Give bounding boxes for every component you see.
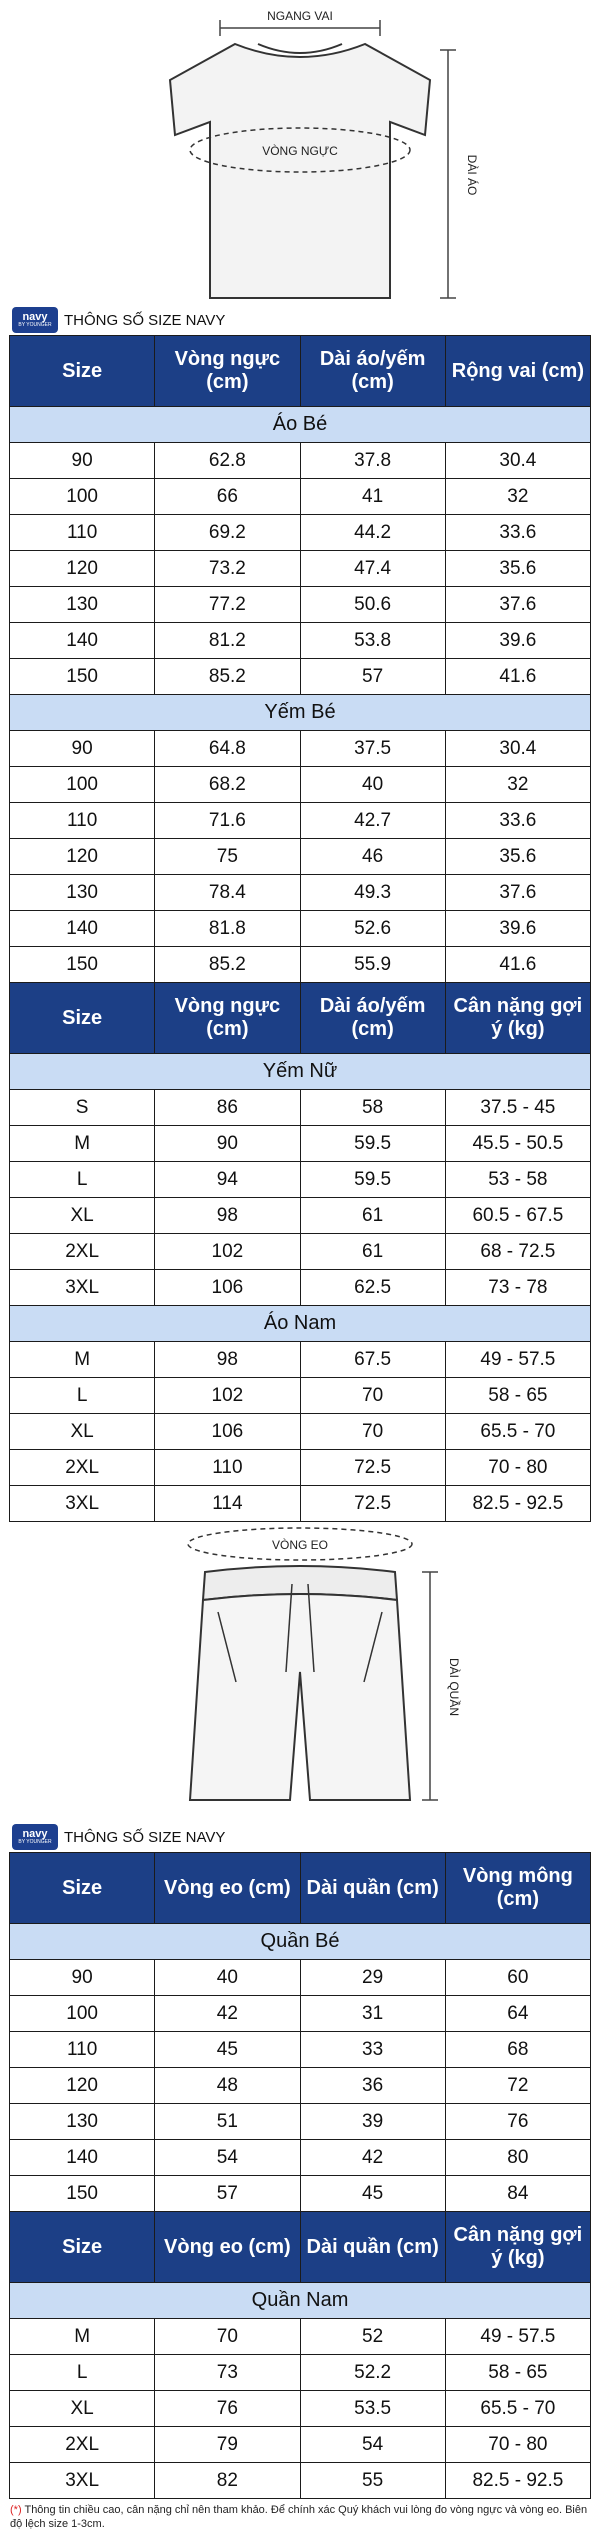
shoulder-label: NGANG VAI [267, 9, 333, 23]
table-cell: 55.9 [300, 947, 445, 983]
table-cell: 70 [300, 1414, 445, 1450]
table-cell: 33.6 [445, 515, 590, 551]
section-title: Quần Bé [10, 1924, 591, 1960]
table-header-row [10, 983, 591, 1054]
table-cell: 84 [445, 2176, 590, 2212]
table-cell: 70 - 80 [445, 2427, 590, 2463]
table-cell: 90 [155, 1126, 300, 1162]
table-cell: 85.2 [155, 947, 300, 983]
table-cell: 30.4 [445, 443, 590, 479]
table-row [10, 1198, 591, 1234]
table-row [10, 875, 591, 911]
table-cell: 33.6 [445, 803, 590, 839]
table-cell: XL [10, 1414, 155, 1450]
table-cell: 72 [445, 2068, 590, 2104]
table-cell: 35.6 [445, 551, 590, 587]
table-cell: 110 [10, 515, 155, 551]
table-cell: 102 [155, 1234, 300, 1270]
table-cell: 80 [445, 2140, 590, 2176]
table-cell: 130 [10, 875, 155, 911]
column-header: Vòng eo (cm) [155, 1853, 300, 1924]
table-row [10, 1270, 591, 1306]
table-cell: 98 [155, 1342, 300, 1378]
table-cell: 82.5 - 92.5 [445, 1486, 590, 1522]
table-cell: 100 [10, 479, 155, 515]
table-cell: 45 [300, 2176, 445, 2212]
column-header: Cân nặng gợi ý (kg) [445, 983, 590, 1054]
table-row [10, 623, 591, 659]
table-cell: 65.5 - 70 [445, 1414, 590, 1450]
size-chart-title: THÔNG SỐ SIZE NAVY [64, 311, 226, 329]
table-cell: 62.8 [155, 443, 300, 479]
table-row [10, 515, 591, 551]
table-cell: 68.2 [155, 767, 300, 803]
table-cell: 68 - 72.5 [445, 1234, 590, 1270]
table-cell: 69.2 [155, 515, 300, 551]
table-row [10, 1486, 591, 1522]
table-row [10, 1162, 591, 1198]
table-cell: S [10, 1090, 155, 1126]
table-row [10, 1234, 591, 1270]
table-cell: 76 [445, 2104, 590, 2140]
column-header: Vòng eo (cm) [155, 2212, 300, 2283]
table-cell: 52.6 [300, 911, 445, 947]
table-row [10, 911, 591, 947]
table-cell: 70 [155, 2319, 300, 2355]
table-cell: 54 [155, 2140, 300, 2176]
table-cell: 39 [300, 2104, 445, 2140]
table-cell: 73 [155, 2355, 300, 2391]
table-cell: 82.5 - 92.5 [445, 2463, 590, 2499]
table-cell: 120 [10, 2068, 155, 2104]
table-cell: 64 [445, 1996, 590, 2032]
table-cell: 30.4 [445, 731, 590, 767]
table-cell: 41 [300, 479, 445, 515]
table-cell: M [10, 2319, 155, 2355]
table-cell: 32 [445, 767, 590, 803]
section-title: Yếm Nữ [10, 1054, 591, 1090]
table-cell: 2XL [10, 1234, 155, 1270]
brand-header-tops [0, 305, 600, 335]
table-row [10, 731, 591, 767]
column-header: Vòng mông (cm) [445, 1853, 590, 1924]
table-row [10, 2140, 591, 2176]
table-cell: 57 [155, 2176, 300, 2212]
table-header-row [10, 336, 591, 407]
table-header-row [10, 2212, 591, 2283]
table-row [10, 1960, 591, 1996]
table-cell: 36 [300, 2068, 445, 2104]
table-cell: 60 [445, 1960, 590, 1996]
table-cell: 58 - 65 [445, 2355, 590, 2391]
tops-size-table [9, 335, 591, 1522]
table-cell: 75 [155, 839, 300, 875]
column-header: Size [10, 1853, 155, 1924]
logo-subtext: BY YOUNGER [18, 322, 52, 328]
shorts-diagram [0, 1522, 600, 1822]
table-cell: 130 [10, 2104, 155, 2140]
table-cell: 41.6 [445, 659, 590, 695]
table-cell: 110 [155, 1450, 300, 1486]
section-title: Yếm Bé [10, 695, 591, 731]
table-cell: 72.5 [300, 1486, 445, 1522]
table-cell: M [10, 1342, 155, 1378]
shirt-illustration [0, 0, 600, 305]
table-cell: 52.2 [300, 2355, 445, 2391]
table-row [10, 2176, 591, 2212]
table-cell: 71.6 [155, 803, 300, 839]
shirt-length-label: DÀI ÁO [465, 154, 479, 196]
table-cell: 49 - 57.5 [445, 1342, 590, 1378]
column-header: Size [10, 336, 155, 407]
table-cell: 61 [300, 1234, 445, 1270]
table-cell: 61 [300, 1198, 445, 1234]
table-row [10, 1090, 591, 1126]
table-row [10, 443, 591, 479]
table-row [10, 947, 591, 983]
table-cell: 79 [155, 2427, 300, 2463]
column-header: Dài quần (cm) [300, 2212, 445, 2283]
table-cell: 100 [10, 1996, 155, 2032]
table-cell: 52 [300, 2319, 445, 2355]
table-cell: 76 [155, 2391, 300, 2427]
table-cell: 45.5 - 50.5 [445, 1126, 590, 1162]
table-cell: 53.8 [300, 623, 445, 659]
table-cell: 32 [445, 479, 590, 515]
section-row [10, 1306, 591, 1342]
table-row [10, 2319, 591, 2355]
table-row [10, 2427, 591, 2463]
table-cell: 42 [300, 2140, 445, 2176]
table-cell: 39.6 [445, 623, 590, 659]
footnote-marker: (*) [10, 2504, 22, 2516]
table-cell: 58 [300, 1090, 445, 1126]
table-cell: 55 [300, 2463, 445, 2499]
column-header: Dài quần (cm) [300, 1853, 445, 1924]
table-cell: 120 [10, 551, 155, 587]
table-cell: 114 [155, 1486, 300, 1522]
table-cell: 81.8 [155, 911, 300, 947]
logo-subtext: BY YOUNGER [18, 1839, 52, 1845]
logo-text: navy [22, 1828, 48, 1840]
column-header: Size [10, 2212, 155, 2283]
table-cell: 150 [10, 947, 155, 983]
table-cell: 35.6 [445, 839, 590, 875]
table-cell: 68 [445, 2032, 590, 2068]
table-cell: 41.6 [445, 947, 590, 983]
table-cell: 31 [300, 1996, 445, 2032]
table-row [10, 839, 591, 875]
table-row [10, 479, 591, 515]
section-row [10, 1054, 591, 1090]
shorts-illustration [0, 1522, 600, 1822]
section-title: Quần Nam [10, 2283, 591, 2319]
table-cell: 72.5 [300, 1450, 445, 1486]
table-cell: 106 [155, 1270, 300, 1306]
section-row [10, 695, 591, 731]
waist-label: VÒNG EO [271, 1538, 329, 1552]
table-cell: 2XL [10, 2427, 155, 2463]
table-cell: 37.6 [445, 587, 590, 623]
table-cell: 2XL [10, 1450, 155, 1486]
table-cell: 94 [155, 1162, 300, 1198]
brand-header-bottoms [0, 1822, 600, 1852]
table-cell: 3XL [10, 1486, 155, 1522]
table-cell: 86 [155, 1090, 300, 1126]
navy-logo [12, 307, 58, 333]
table-row [10, 2355, 591, 2391]
bottoms-size-table [9, 1852, 591, 2499]
table-cell: 140 [10, 911, 155, 947]
table-row [10, 1414, 591, 1450]
table-row [10, 2463, 591, 2499]
table-cell: L [10, 1378, 155, 1414]
table-cell: 81.2 [155, 623, 300, 659]
table-cell: 77.2 [155, 587, 300, 623]
table-cell: 49.3 [300, 875, 445, 911]
table-row [10, 767, 591, 803]
table-cell: M [10, 1126, 155, 1162]
table-cell: 59.5 [300, 1126, 445, 1162]
section-row [10, 2283, 591, 2319]
table-cell: 49 - 57.5 [445, 2319, 590, 2355]
table-cell: XL [10, 1198, 155, 1234]
table-cell: 39.6 [445, 911, 590, 947]
table-cell: L [10, 2355, 155, 2391]
table-row [10, 1996, 591, 2032]
table-cell: 67.5 [300, 1342, 445, 1378]
table-row [10, 587, 591, 623]
table-cell: 106 [155, 1414, 300, 1450]
column-header: Size [10, 983, 155, 1054]
column-header: Dài áo/yếm (cm) [300, 983, 445, 1054]
table-cell: 140 [10, 2140, 155, 2176]
table-cell: 48 [155, 2068, 300, 2104]
table-row [10, 2104, 591, 2140]
table-cell: 60.5 - 67.5 [445, 1198, 590, 1234]
table-cell: 58 - 65 [445, 1378, 590, 1414]
table-cell: 98 [155, 1198, 300, 1234]
table-cell: XL [10, 2391, 155, 2427]
chest-label: VÒNG NGỰC [262, 144, 338, 158]
column-header: Vòng ngực (cm) [155, 983, 300, 1054]
shirt-diagram [0, 0, 600, 305]
table-cell: 29 [300, 1960, 445, 1996]
table-cell: 70 - 80 [445, 1450, 590, 1486]
table-cell: 37.5 [300, 731, 445, 767]
table-cell: 65.5 - 70 [445, 2391, 590, 2427]
table-row [10, 1378, 591, 1414]
section-title: Áo Bé [10, 407, 591, 443]
table-row [10, 2391, 591, 2427]
table-cell: 3XL [10, 1270, 155, 1306]
table-cell: 40 [155, 1960, 300, 1996]
table-cell: 46 [300, 839, 445, 875]
table-cell: 57 [300, 659, 445, 695]
table-cell: 42.7 [300, 803, 445, 839]
table-cell: 150 [10, 2176, 155, 2212]
shorts-length-label: DÀI QUẦN [447, 1657, 461, 1717]
table-cell: 90 [10, 1960, 155, 1996]
table-row [10, 551, 591, 587]
table-cell: 50.6 [300, 587, 445, 623]
table-cell: 90 [10, 731, 155, 767]
navy-logo [12, 1824, 58, 1850]
table-cell: 44.2 [300, 515, 445, 551]
table-cell: 73 - 78 [445, 1270, 590, 1306]
table-cell: 73.2 [155, 551, 300, 587]
table-row [10, 659, 591, 695]
table-row [10, 2068, 591, 2104]
section-title: Áo Nam [10, 1306, 591, 1342]
table-cell: 130 [10, 587, 155, 623]
table-cell: 47.4 [300, 551, 445, 587]
table-cell: 33 [300, 2032, 445, 2068]
table-cell: 53 - 58 [445, 1162, 590, 1198]
table-cell: 78.4 [155, 875, 300, 911]
table-cell: 82 [155, 2463, 300, 2499]
table-cell: 85.2 [155, 659, 300, 695]
table-cell: 59.5 [300, 1162, 445, 1198]
footnote [0, 2499, 600, 2531]
table-row [10, 1126, 591, 1162]
table-cell: 70 [300, 1378, 445, 1414]
table-cell: 64.8 [155, 731, 300, 767]
column-header: Vòng ngực (cm) [155, 336, 300, 407]
column-header: Cân nặng gợi ý (kg) [445, 2212, 590, 2283]
column-header: Rộng vai (cm) [445, 336, 590, 407]
table-cell: 150 [10, 659, 155, 695]
table-cell: 54 [300, 2427, 445, 2463]
logo-text: navy [22, 311, 48, 323]
section-row [10, 407, 591, 443]
footnote-text: Thông tin chiều cao, cân nặng chỉ nên tham khảo. Để chính xác Quý khách vui lòng đo vòng ngực và vòng eo. Biên độ lệch size 1-3cm. [10, 2504, 588, 2530]
table-cell: 3XL [10, 2463, 155, 2499]
table-cell: 45 [155, 2032, 300, 2068]
table-cell: 66 [155, 479, 300, 515]
table-cell: 51 [155, 2104, 300, 2140]
table-cell: 120 [10, 839, 155, 875]
size-chart-title: THÔNG SỐ SIZE NAVY [64, 1828, 226, 1846]
table-cell: 62.5 [300, 1270, 445, 1306]
table-cell: 42 [155, 1996, 300, 2032]
table-row [10, 1342, 591, 1378]
table-cell: 37.6 [445, 875, 590, 911]
table-cell: 140 [10, 623, 155, 659]
table-cell: 100 [10, 767, 155, 803]
table-header-row [10, 1853, 591, 1924]
table-cell: 37.5 - 45 [445, 1090, 590, 1126]
table-cell: L [10, 1162, 155, 1198]
table-cell: 37.8 [300, 443, 445, 479]
table-row [10, 803, 591, 839]
table-cell: 90 [10, 443, 155, 479]
section-row [10, 1924, 591, 1960]
table-row [10, 2032, 591, 2068]
table-cell: 40 [300, 767, 445, 803]
table-cell: 110 [10, 2032, 155, 2068]
table-cell: 53.5 [300, 2391, 445, 2427]
table-cell: 102 [155, 1378, 300, 1414]
column-header: Dài áo/yếm (cm) [300, 336, 445, 407]
table-cell: 110 [10, 803, 155, 839]
table-row [10, 1450, 591, 1486]
